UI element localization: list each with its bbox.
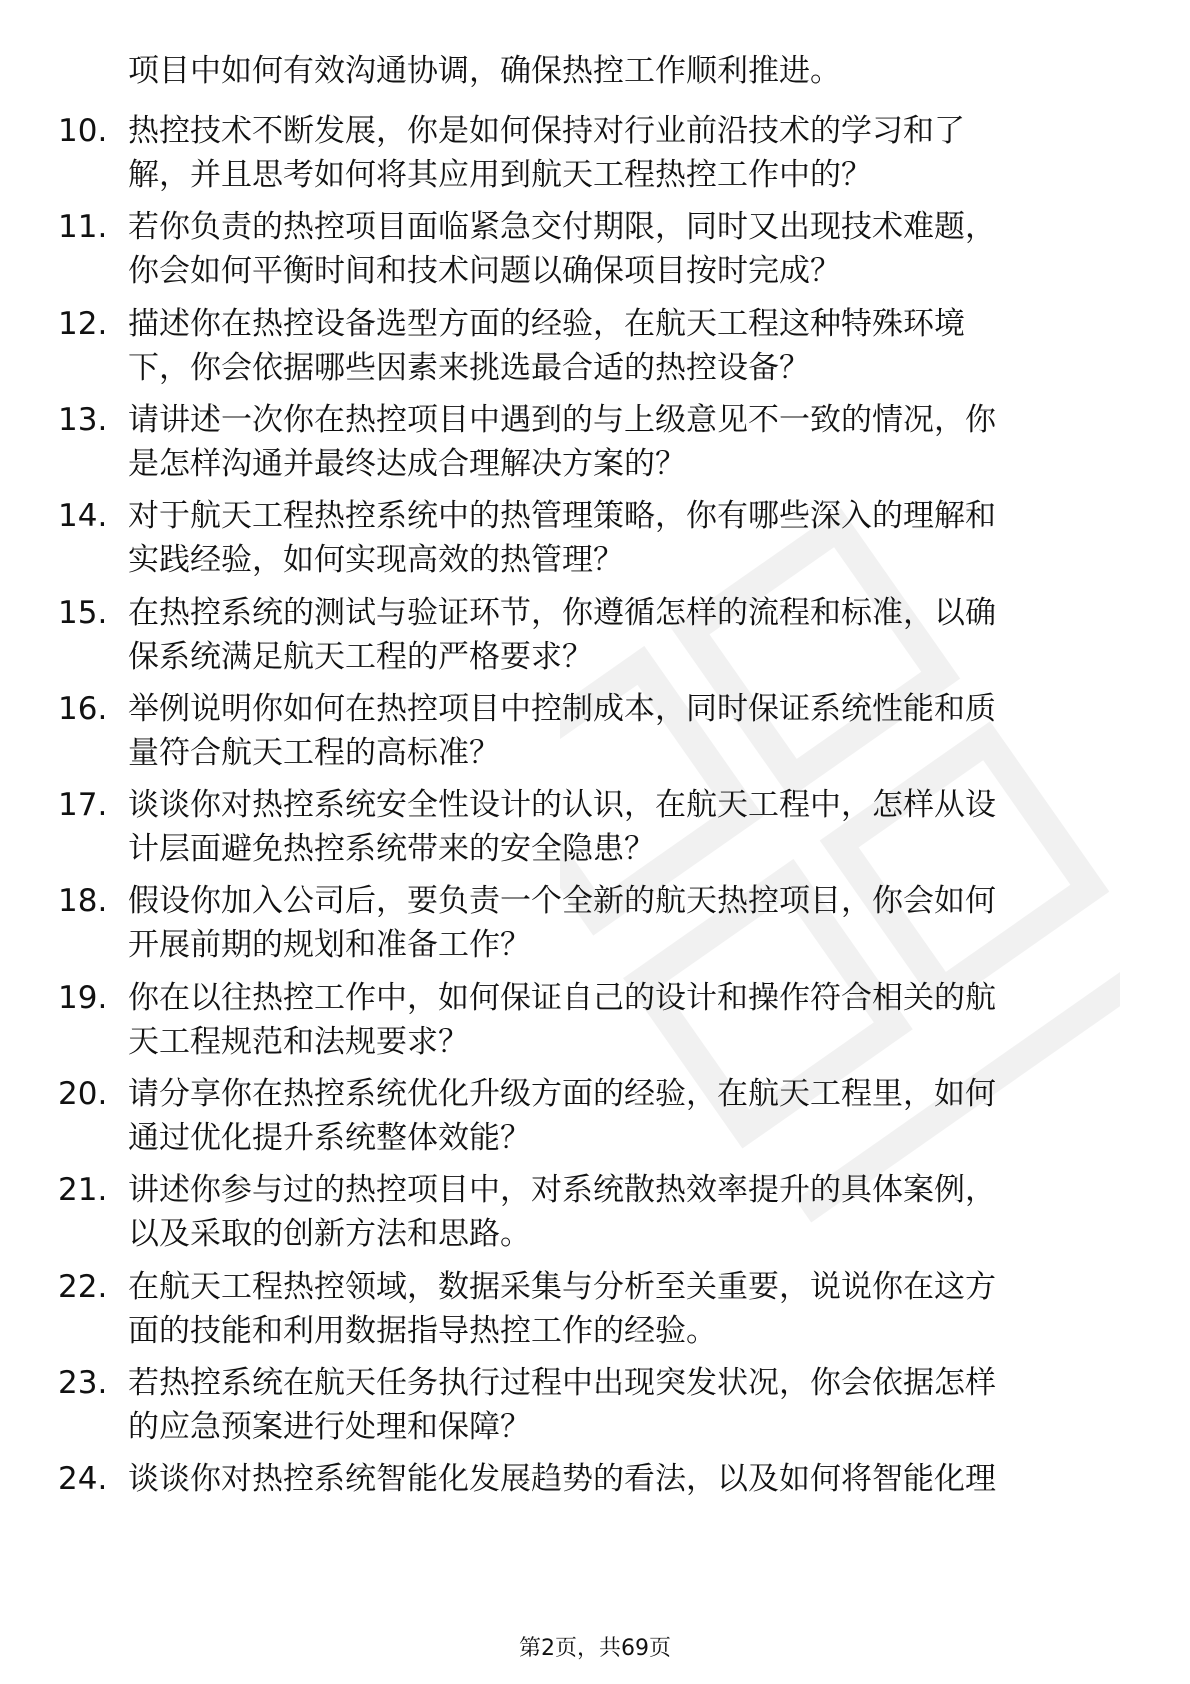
item-text-line: 描述你在热控设备选型方面的经验，在航天工程这种特殊环境	[128, 306, 965, 342]
item-text-line: 开展前期的规划和准备工作？	[128, 927, 531, 963]
item-text-line: 你在以往热控工作中，如何保证自己的设计和操作符合相关的航	[128, 980, 996, 1016]
item-text-line: 举例说明你如何在热控项目中控制成本，同时保证系统性能和质	[128, 691, 996, 727]
item-text-line: 热控技术不断发展，你是如何保持对行业前沿技术的学习和了	[128, 113, 965, 149]
item-number: 18.	[58, 883, 108, 919]
item-text-line: 保系统满足航天工程的严格要求？	[128, 639, 593, 675]
item-text-line: 若热控系统在航天任务执行过程中出现突发状况，你会依据怎样	[128, 1365, 996, 1401]
item-text-line: 是怎样沟通并最终达成合理解决方案的？	[128, 446, 686, 482]
item-text-line: 通过优化提升系统整体效能？	[128, 1120, 531, 1156]
item-text-line: 面的技能和利用数据指导热控工作的经验。	[128, 1313, 717, 1349]
item-number: 22.	[58, 1269, 108, 1305]
item-text-line: 天工程规范和法规要求？	[128, 1024, 469, 1060]
item-number: 21.	[58, 1172, 108, 1208]
item-number: 11.	[58, 209, 108, 245]
item-number: 24.	[58, 1461, 108, 1497]
item-text-line: 量符合航天工程的高标准？	[128, 735, 500, 771]
item-number: 20.	[58, 1076, 108, 1112]
item-text-line: 计层面避免热控系统带来的安全隐患？	[128, 831, 655, 867]
item-number: 13.	[58, 402, 108, 438]
item-number: 14.	[58, 498, 108, 534]
item-number: 12.	[58, 306, 108, 342]
page-footer: 第2页，共69页	[519, 1636, 671, 1661]
item-number: 15.	[58, 595, 108, 631]
item-text-line: 请分享你在热控系统优化升级方面的经验，在航天工程里，如何	[128, 1076, 996, 1112]
item-number: 23.	[58, 1365, 108, 1401]
item-text-line: 若你负责的热控项目面临紧急交付期限，同时又出现技术难题，	[128, 209, 996, 245]
item-text-line: 讲述你参与过的热控项目中，对系统散热效率提升的具体案例，	[128, 1172, 996, 1208]
item-text-line: 下，你会依据哪些因素来挑选最合适的热控设备？	[128, 350, 810, 386]
item-text-line: 在热控系统的测试与验证环节，你遵循怎样的流程和标准，以确	[128, 595, 996, 631]
item-text-line: 在航天工程热控领域，数据采集与分析至关重要，说说你在这方	[128, 1269, 996, 1305]
item-text-line: 以及采取的创新方法和思路。	[128, 1216, 531, 1252]
item-number: 17.	[58, 787, 108, 823]
continued-text: 项目中如何有效沟通协调，确保热控工作顺利推进。	[128, 53, 841, 89]
item-number: 16.	[58, 691, 108, 727]
item-text-line: 假设你加入公司后，要负责一个全新的航天热控项目，你会如何	[128, 883, 996, 919]
item-text-line: 谈谈你对热控系统安全性设计的认识，在航天工程中，怎样从设	[128, 787, 996, 823]
item-text-line: 解，并且思考如何将其应用到航天工程热控工作中的？	[128, 157, 872, 193]
item-text-line: 请讲述一次你在热控项目中遇到的与上级意见不一致的情况，你	[128, 402, 996, 438]
item-text-line: 对于航天工程热控系统中的热管理策略，你有哪些深入的理解和	[128, 498, 996, 534]
item-number: 19.	[58, 980, 108, 1016]
item-text-line: 谈谈你对热控系统智能化发展趋势的看法，以及如何将智能化理	[128, 1461, 996, 1497]
item-text-line: 你会如何平衡时间和技术问题以确保项目按时完成？	[128, 253, 841, 289]
item-text-line: 实践经验，如何实现高效的热管理？	[128, 542, 624, 578]
item-number: 10.	[58, 113, 108, 149]
item-text-line: 的应急预案进行处理和保障？	[128, 1409, 531, 1445]
